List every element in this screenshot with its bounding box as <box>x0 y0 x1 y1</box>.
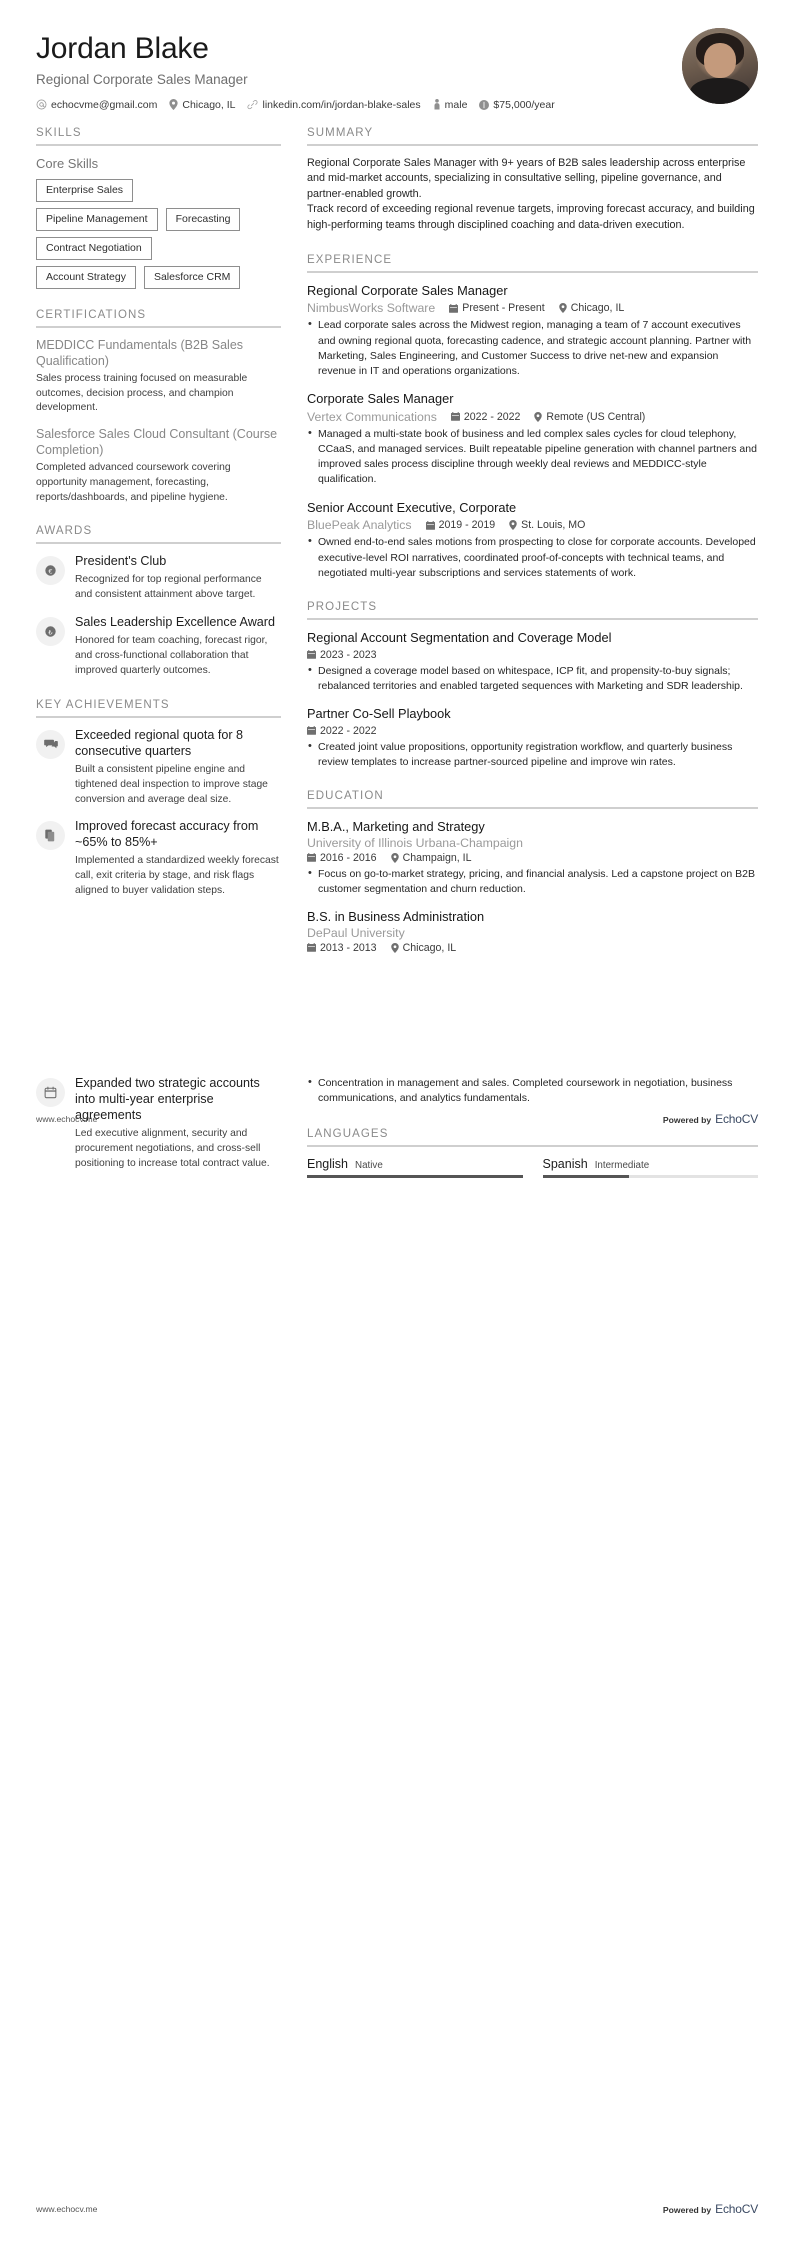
job-dates <box>451 411 521 423</box>
achievement-title: Expanded two strategic accounts into multi-year enterprise agreements <box>75 1075 260 1122</box>
education-bullets <box>307 867 758 897</box>
location-icon <box>391 943 399 953</box>
link-icon <box>247 99 258 110</box>
skill-chip: Account Strategy <box>36 266 136 289</box>
job-bullets <box>307 318 758 379</box>
bullet: • Owned end-to-end sales motions from prospecting to close for corporate accounts. Developed executive-level ROI narratives, coordinated proof-of-concepts with technical teams, and negotiated multi-year subscriptions and services statements of work. <box>307 535 758 581</box>
brand-name: EchoCV <box>715 1112 758 1126</box>
resume-header <box>0 0 794 111</box>
powered-by-label: Powered by <box>662 1115 712 1125</box>
section-awards <box>36 525 281 679</box>
section-languages <box>307 1128 758 1178</box>
calendar-icon <box>451 412 460 421</box>
svg-text:€: € <box>48 567 53 576</box>
section-title-languages: LANGUAGES <box>307 1128 389 1141</box>
job-location-text: Chicago, IL <box>570 302 625 315</box>
education-dates-text: 2016 - 2016 <box>320 851 377 864</box>
certification-name: Salesforce Sales Cloud Consultant (Course Completion) <box>36 427 278 457</box>
experience-entry <box>307 391 758 488</box>
skill-chip-row <box>36 208 281 231</box>
divider <box>307 144 758 146</box>
job-bullets <box>307 535 758 581</box>
contact-linkedin[interactable] <box>247 99 420 111</box>
location-icon <box>534 412 542 422</box>
language-item <box>543 1157 759 1178</box>
contact-email-text: echocvme@gmail.com <box>51 98 158 111</box>
company-name: NimbusWorks Software <box>307 301 436 316</box>
divider <box>36 144 281 146</box>
certification-item <box>36 338 281 416</box>
job-dates-text: Present - Present <box>462 302 545 315</box>
avatar <box>682 28 758 104</box>
contact-linkedin-text: linkedin.com/in/jordan-blake-sales <box>262 98 421 111</box>
certification-description: Sales process training focused on measurable outcomes, decision process, and champion development. <box>36 373 248 414</box>
bullet: • Designed a coverage model based on whitespace, ICP fit, and propensity-to-buy signals; rebalanced territories and enabled targeted sequences with Marketing and SDR leadership. <box>307 664 758 694</box>
project-entry <box>307 706 758 770</box>
project-meta <box>307 725 758 737</box>
education-dates <box>307 942 377 954</box>
calendar-icon <box>426 521 435 530</box>
achievement-title: Improved forecast accuracy from ~65% to 85%+ <box>75 819 259 850</box>
project-title: Partner Co-Sell Playbook <box>307 706 451 722</box>
skill-chip: Forecasting <box>166 208 241 231</box>
language-name: English <box>307 1157 348 1172</box>
copy-icon <box>36 821 65 850</box>
location-icon <box>391 853 399 863</box>
section-title-key-achievements: KEY ACHIEVEMENTS <box>36 698 170 711</box>
divider <box>307 807 758 809</box>
euro-icon <box>36 556 65 585</box>
section-certifications <box>36 309 281 505</box>
achievement-description: Built a consistent pipeline engine and tightened deal inspection to improve stage conversion and average deal size. <box>75 763 268 805</box>
section-key-achievements <box>36 699 281 899</box>
experience-entry <box>307 283 758 380</box>
company-name: Vertex Communications <box>307 409 437 424</box>
job-dates-text: 2022 - 2022 <box>463 410 521 423</box>
project-entry <box>307 630 758 694</box>
footer-site[interactable]: www.echocv.me <box>36 1114 98 1124</box>
section-education <box>307 790 758 954</box>
job-dates-text: 2019 - 2019 <box>438 519 496 532</box>
professional-headline: Regional Corporate Sales Manager <box>36 71 248 87</box>
award-description: Recognized for top regional performance and consistent attainment above target. <box>75 574 262 601</box>
contact-salary <box>479 99 554 111</box>
education-bullets <box>307 1076 758 1106</box>
project-title: Regional Account Segmentation and Coverage Model <box>307 629 612 645</box>
skill-chip: Pipeline Management <box>36 208 158 231</box>
skill-chip: Contract Negotiation <box>36 237 152 260</box>
contact-gender <box>433 99 468 111</box>
achievement-item <box>36 728 281 808</box>
project-dates <box>307 649 377 661</box>
education-meta <box>307 852 758 864</box>
summary-paragraph: Regional Corporate Sales Manager with 9+ years of B2B sales leadership across enterprise and mid-market accounts, specializing in consultative selling, pipeline governance, and partner-enabled growth. <box>307 156 746 200</box>
lira-icon <box>36 617 65 646</box>
section-title-skills: SKILLS <box>36 126 82 139</box>
sidebar-column <box>36 127 281 920</box>
contact-location <box>169 99 235 111</box>
degree-title: B.S. in Business Administration <box>307 909 485 925</box>
location-icon <box>509 520 517 530</box>
job-meta <box>307 301 758 315</box>
school-name: University of Illinois Urbana-Champaign <box>307 835 523 850</box>
project-dates-text: 2022 - 2022 <box>320 724 377 737</box>
project-dates <box>307 725 377 737</box>
job-dates <box>449 302 544 314</box>
resume-body <box>0 111 794 974</box>
section-title-summary: SUMMARY <box>307 126 374 139</box>
calendar-icon <box>36 1078 65 1107</box>
skill-chip: Salesforce CRM <box>144 266 240 289</box>
contact-email[interactable] <box>36 99 157 111</box>
school-name: DePaul University <box>307 925 405 940</box>
bullet: • Concentration in management and sales. Completed coursework in negotiation, business communications, and analytics fundamentals. <box>307 1076 758 1106</box>
project-meta <box>307 649 758 661</box>
skill-chip-row <box>36 266 281 289</box>
section-title-awards: AWARDS <box>36 525 93 538</box>
degree-title: M.B.A., Marketing and Strategy <box>307 819 485 835</box>
calendar-icon <box>307 726 316 735</box>
job-location-text: Remote (US Central) <box>546 410 646 423</box>
location-icon <box>559 303 567 313</box>
main-column-continued <box>307 1076 758 1198</box>
achievement-title: Exceeded regional quota for 8 consecutive quarters <box>75 727 244 758</box>
education-location-text: Champaign, IL <box>402 851 472 864</box>
page-footer <box>36 2202 758 2216</box>
education-meta <box>307 942 758 954</box>
certification-item <box>36 427 281 505</box>
education-entry <box>307 909 758 954</box>
page-title: Jordan Blake <box>36 32 209 65</box>
money-icon <box>479 100 489 110</box>
job-location-text: St. Louis, MO <box>521 519 586 532</box>
skill-chip: Enterprise Sales <box>36 179 133 202</box>
language-proficiency-bar <box>543 1175 759 1178</box>
contact-salary-text: $75,000/year <box>493 98 555 111</box>
location-icon <box>169 99 178 110</box>
powered-by-label: Powered by <box>662 2205 712 2215</box>
job-meta <box>307 518 758 532</box>
section-title-experience: EXPERIENCE <box>307 253 393 266</box>
bullet: • Focus on go-to-market strategy, pricing, and financial analysis. Led a capstone project on B2B customer segmentation and churn reduction. <box>307 867 758 897</box>
footer-site[interactable]: www.echocv.me <box>36 2204 98 2214</box>
section-title-certifications: CERTIFICATIONS <box>36 309 147 321</box>
page-footer <box>36 1112 758 1126</box>
skill-chip-row <box>36 237 281 260</box>
company-name: BluePeak Analytics <box>307 518 412 533</box>
job-title: Corporate Sales Manager <box>307 391 454 407</box>
achievement-description: Led executive alignment, security and procurement negotiations, and cross-sell positioning to increase total contract value. <box>75 1127 270 1169</box>
skill-group-title: Core Skills <box>36 155 99 171</box>
language-item <box>307 1157 523 1178</box>
calendar-icon <box>307 650 316 659</box>
project-bullets <box>307 740 758 770</box>
job-location <box>559 302 625 314</box>
calendar-icon <box>449 304 458 313</box>
award-item <box>36 615 281 679</box>
achievement-item <box>36 819 281 899</box>
section-experience <box>307 254 758 581</box>
section-skills <box>36 127 281 290</box>
footer-powered-by <box>663 1112 758 1126</box>
language-level: Native <box>355 1160 383 1172</box>
language-level: Intermediate <box>594 1160 650 1172</box>
bullet: • Lead corporate sales across the Midwest region, managing a team of 7 account executives and owning regional quota, forecasting cadence, and strategic account planning. Partner with Marketing, Sales Engineering, and Customer Success to drive net-new and expansion revenue in IT and operations organizations. <box>307 318 758 379</box>
language-proficiency-bar <box>307 1175 523 1178</box>
chat-icon <box>36 730 65 759</box>
language-name: Spanish <box>542 1157 588 1172</box>
job-location <box>534 411 645 423</box>
project-dates-text: 2023 - 2023 <box>320 648 377 661</box>
certification-description: Completed advanced coursework covering opportunity management, forecasting, reports/dashboards, and pipeline hygiene. <box>36 462 231 503</box>
section-title-projects: PROJECTS <box>307 600 378 613</box>
section-summary <box>307 127 758 234</box>
bullet: • Managed a multi-state book of business and led complex sales cycles for cloud telephony, CCaaS, and managed services. Built repeatable pipeline generation with channel partners and improved sales process discipline through weekly deal reviews and MEDDICC-style qualification. <box>307 427 758 488</box>
skill-chip-row <box>36 179 281 202</box>
education-dates <box>307 852 377 864</box>
header-text-block <box>36 26 555 111</box>
footer-powered-by <box>663 2202 758 2216</box>
award-title: Sales Leadership Excellence Award <box>75 614 275 629</box>
project-bullets <box>307 664 758 694</box>
divider <box>36 326 281 328</box>
bullet: • Created joint value propositions, opportunity registration workflow, and quarterly business review templates to increase partner-sourced pipeline and improve win rates. <box>307 740 758 770</box>
sidebar-column-continued <box>36 1076 281 1184</box>
job-meta <box>307 410 758 424</box>
award-title: President's Club <box>75 554 167 569</box>
language-list <box>307 1157 758 1178</box>
email-icon <box>36 99 47 110</box>
divider <box>36 716 281 718</box>
calendar-icon <box>307 943 316 952</box>
divider <box>307 618 758 620</box>
divider <box>307 271 758 273</box>
education-location <box>391 942 457 954</box>
contact-location-text: Chicago, IL <box>182 98 236 111</box>
section-projects <box>307 601 758 770</box>
certification-name: MEDDICC Fundamentals (B2B Sales Qualification) <box>36 338 244 368</box>
award-item <box>36 554 281 603</box>
job-title: Regional Corporate Sales Manager <box>307 282 508 298</box>
job-title: Senior Account Executive, Corporate <box>307 499 517 515</box>
education-dates-text: 2013 - 2013 <box>320 941 377 954</box>
job-location <box>509 519 585 531</box>
education-location <box>391 852 472 864</box>
education-entry <box>307 819 758 897</box>
svg-text:₺: ₺ <box>48 628 53 637</box>
education-location-text: Chicago, IL <box>402 941 457 954</box>
person-icon <box>433 99 441 110</box>
job-dates <box>426 519 496 531</box>
divider <box>307 1145 758 1147</box>
award-description: Honored for team coaching, forecast rigor, and cross-functional collaboration that improved quarterly outcomes. <box>75 634 268 676</box>
section-title-education: EDUCATION <box>307 790 384 803</box>
summary-paragraph: Track record of exceeding regional revenue targets, improving forecast accuracy, and building high-performing teams through disciplined coaching and data-driven execution. <box>307 203 755 232</box>
brand-name: EchoCV <box>715 2202 758 2216</box>
contact-row <box>36 99 555 111</box>
contact-gender-text: male <box>444 98 468 111</box>
experience-entry <box>307 500 758 581</box>
achievement-description: Implemented a standardized weekly forecast call, exit criteria by stage, and risk flags aligned to buyer validation steps. <box>75 855 279 897</box>
calendar-icon <box>307 853 316 862</box>
job-bullets <box>307 427 758 488</box>
divider <box>36 542 281 544</box>
main-column <box>307 127 758 974</box>
